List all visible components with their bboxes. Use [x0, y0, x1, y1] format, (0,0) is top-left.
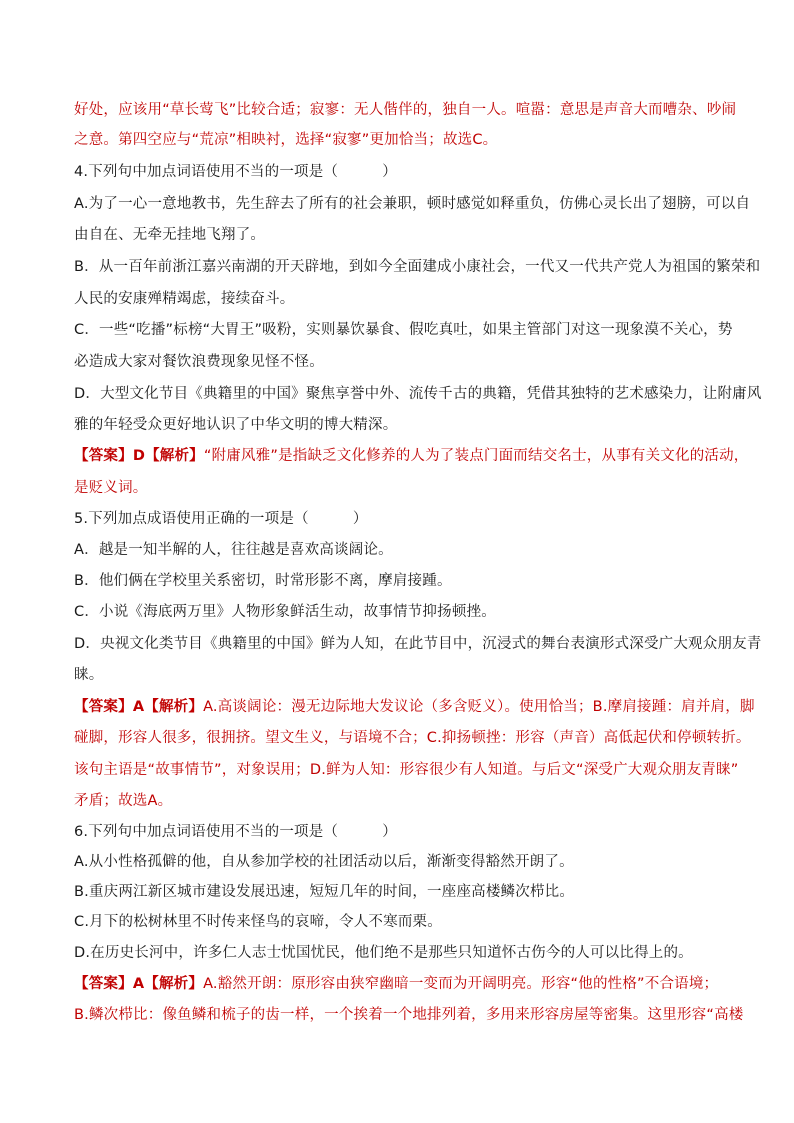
answer-explanation-line: 矛盾；故选A。 [74, 793, 173, 809]
question-6-stem: 6.下列句中加点词语使用不当的一项是（ ） [74, 824, 397, 840]
answer-explanation-line: 碰脚，形容人很多，很拥挤。望文生义，与语境不合；C.抑扬顿挫：形容（声音）高低起伏和停顿转折。 [74, 730, 751, 746]
question-6-option-b: B.重庆两江新区城市建设发展迅速，短短几年的时间，一座座高楼鳞次栉比。 [74, 884, 575, 900]
question-4-option-b-cont: 人民的安康殚精竭虑，接续奋斗。 [74, 291, 295, 307]
question-6-option-a: A.从小性格孤僻的他，自从参加学校的社团活动以后，渐渐变得豁然开朗了。 [74, 854, 574, 870]
question-4-stem: 4.下列句中加点词语使用不当的一项是（ ） [74, 164, 397, 180]
question-4-answer [74, 446, 749, 466]
answer-tag: 【答案】 [74, 699, 133, 715]
question-4-option-c-cont: 必造成大家对餐饮浪费现象见怪不怪。 [74, 354, 324, 370]
question-5-option-b: B．他们俩在学校里关系密切，时常形影不离，摩肩接踵。 [74, 573, 452, 589]
answer-letter: A [132, 699, 145, 715]
question-5-option-d-cont: 睐。 [74, 667, 104, 683]
question-5-option-d: D．央视文化类节目《典籍里的中国》鲜为人知，在此节目中，沉浸式的舞台表演形式深受广大观众朋友青 [74, 636, 762, 652]
answer-letter: A [132, 976, 145, 992]
question-6-option-d: D.在历史长河中，许多仁人志士忧国忧民，他们绝不是那些只知道怀古伤今的人可以比得上的。 [74, 945, 693, 961]
question-4-option-c: C．一些“吃播”标榜“大胃王”吸粉，实则暴饮暴食、假吃真吐，如果主管部门对这一现象漠不关心，势 [74, 322, 733, 338]
analysis-text: A.高谈阔论：漫无边际地大发议论（多含贬义）。使用恰当；B.摩肩接踵：肩并肩，脚 [203, 699, 755, 715]
answer-explanation-line: 该句主语是“故事情节”，对象误用；D.鲜为人知：形容很少有人知道。与后文“深受广大观众朋友青睐” [74, 762, 739, 778]
question-4-option-a: A.为了一心一意地教书，先生辞去了所有的社会兼职，顿时感觉如释重负，仿佛心灵长出了翅膀，可以自 [74, 196, 751, 212]
answer-letter: D [132, 448, 146, 464]
analysis-tag: 【解析】 [144, 699, 204, 715]
answer-explanation-line: 是贬义词。 [74, 480, 148, 496]
analysis-tag: 【解析】 [144, 976, 204, 992]
answer-tag: 【答案】 [74, 448, 133, 464]
answer-explanation-line: B.鳞次栉比：像鱼鳞和梳子的齿一样，一个挨着一个地排列着，多用来形容房屋等密集。这里形容“高楼 [74, 1007, 744, 1023]
question-5-stem: 5.下列加点成语使用正确的一项是（ ） [74, 511, 368, 527]
question-4-option-a-cont: 由自在、无牵无挂地飞翔了。 [74, 227, 266, 243]
answer-explanation-line: 好处，应该用“草长莺飞”比较合适；寂寥：无人偕伴的，独自一人。喧嚣：意思是声音大而嘈杂、吵闹 [74, 102, 737, 118]
question-5-option-a: A．越是一知半解的人，往往越是喜欢高谈阔论。 [74, 542, 393, 558]
analysis-tag: 【解析】 [145, 448, 204, 464]
answer-tag: 【答案】 [74, 976, 133, 992]
question-4-option-d-cont: 雅的年轻受众更好地认识了中华文明的博大精深。 [74, 417, 398, 433]
analysis-text: “附庸风雅”是指缺乏文化修养的人为了装点门面而结交名士，从事有关文化的活动， [203, 448, 749, 464]
question-6-answer [74, 974, 724, 994]
answer-explanation-line: 之意。第四空应与“荒凉”相映衬，选择“寂寥”更加恰当；故选C。 [74, 132, 498, 148]
question-4-option-b: B．从一百年前浙江嘉兴南湖的开天辟地，到如今全面建成小康社会，一代又一代共产党人为祖国的繁荣和 [74, 259, 761, 275]
analysis-text: A.豁然开朗：原形容由狭窄幽暗一变而为开阔明亮。形容“他的性格”不合语境； [203, 976, 719, 992]
question-5-answer [74, 697, 755, 717]
question-5-option-c: C．小说《海底两万里》人物形象鲜活生动，故事情节抑扬顿挫。 [74, 604, 496, 620]
question-4-option-d: D．大型文化节目《典籍里的中国》聚焦享誉中外、流传千古的典籍，凭借其独特的艺术感染力，让附庸风 [74, 386, 762, 402]
question-6-option-c: C.月下的松树林里不时传来怪鸟的哀啼，令人不寒而栗。 [74, 914, 442, 930]
